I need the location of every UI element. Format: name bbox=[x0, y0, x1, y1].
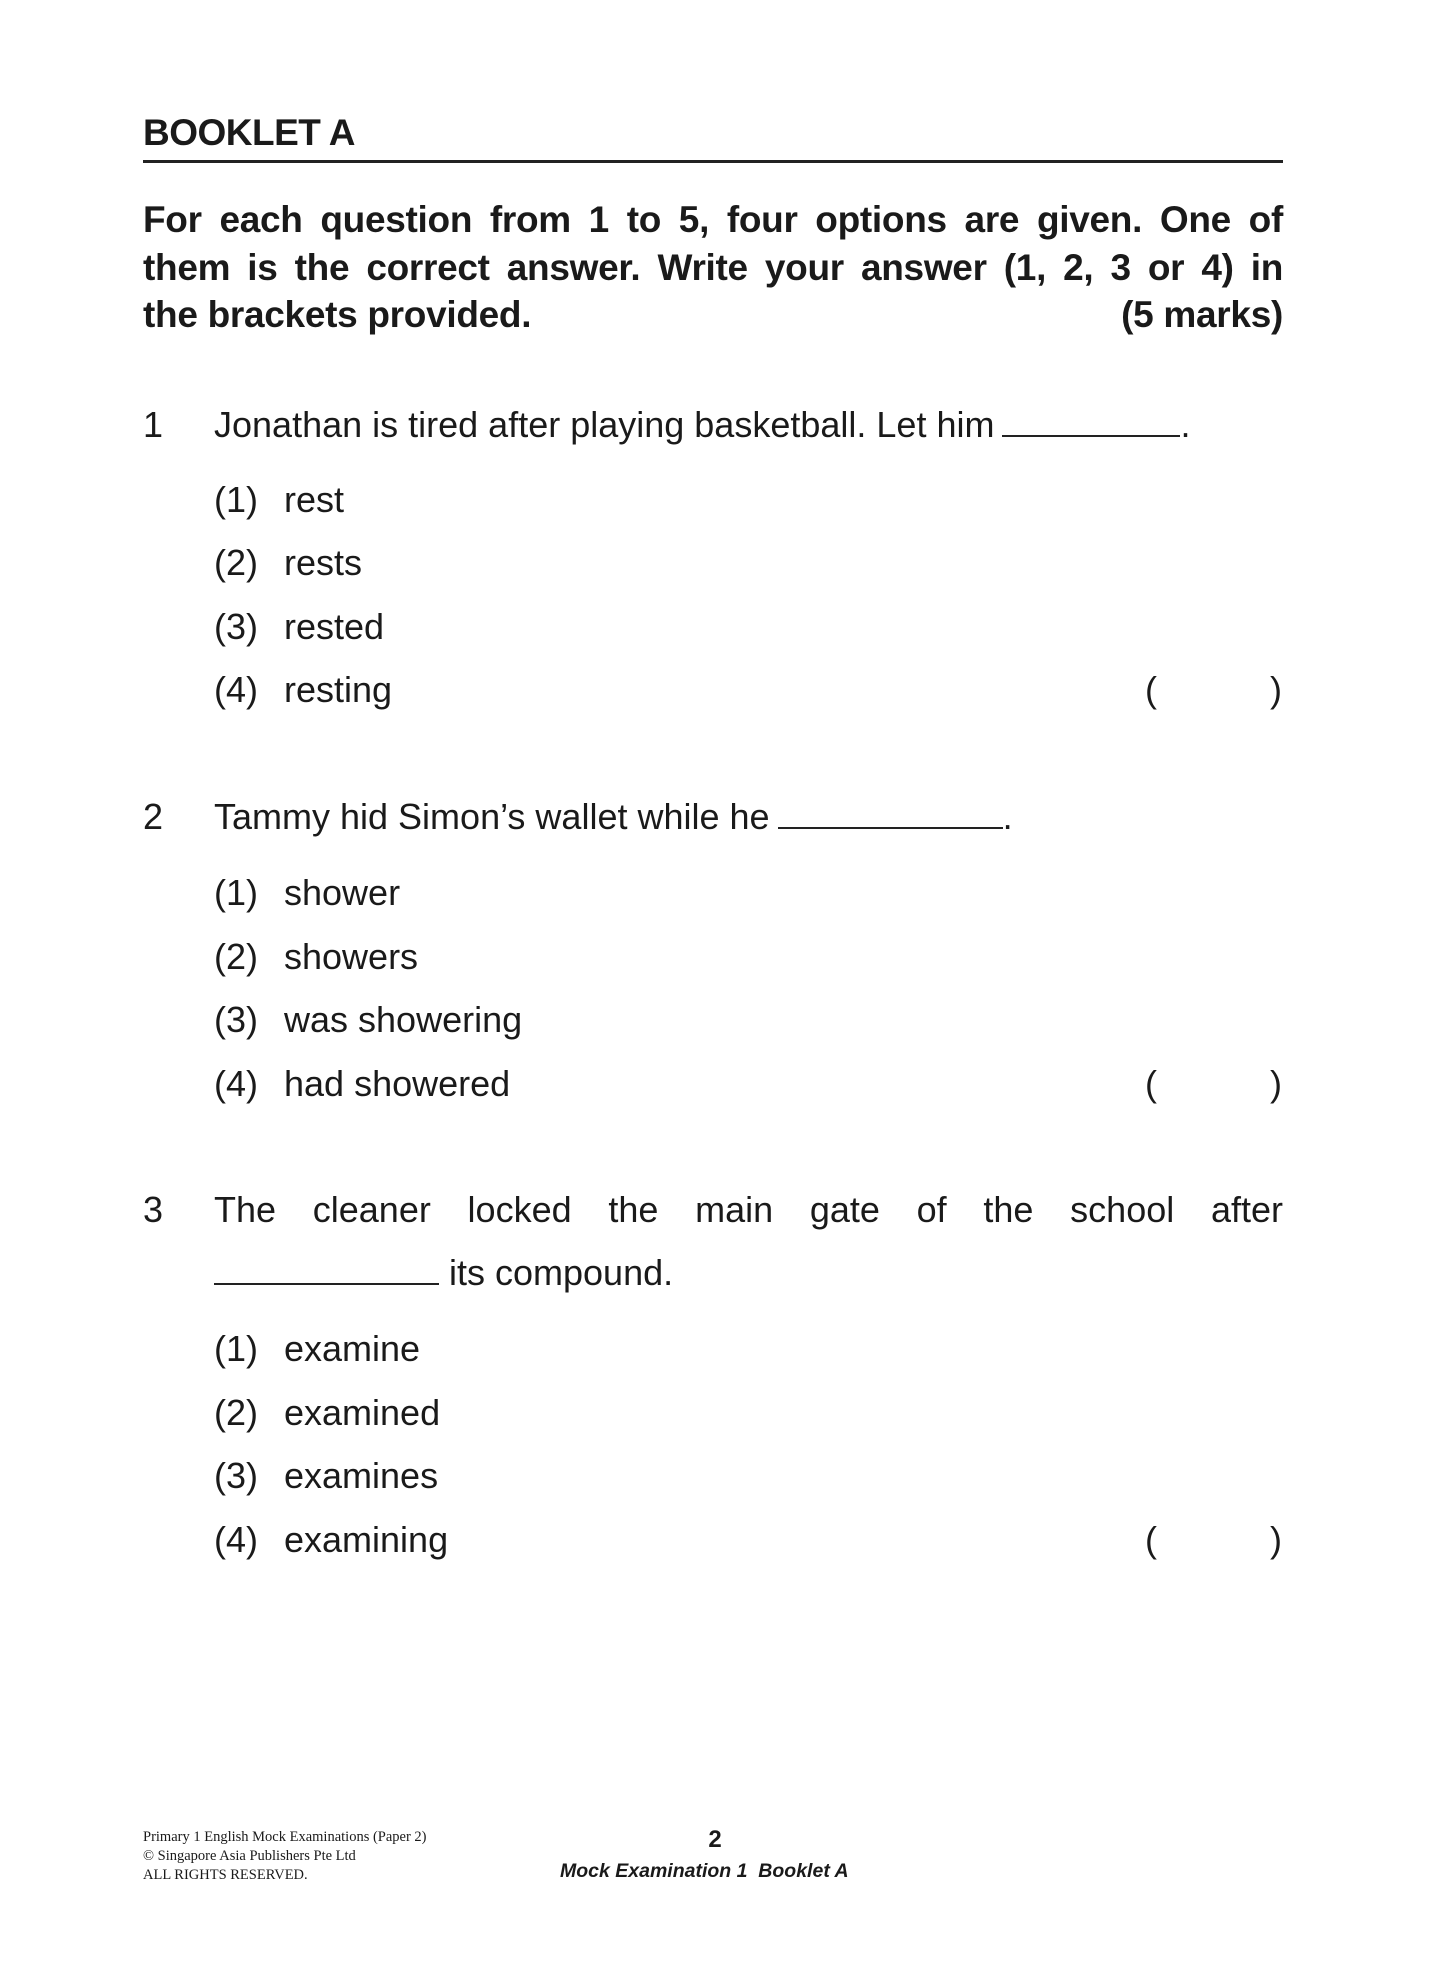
question-number: 2 bbox=[143, 796, 164, 837]
answer-bracket-open: ( bbox=[1145, 1063, 1157, 1104]
option-number: (1) bbox=[214, 1328, 258, 1369]
option-number: (4) bbox=[214, 1519, 258, 1560]
answer-bracket-close: ) bbox=[1270, 669, 1282, 710]
question-end: . bbox=[1002, 796, 1013, 837]
option-number: (3) bbox=[214, 606, 258, 647]
option-4 bbox=[214, 1063, 510, 1105]
option-1 bbox=[214, 479, 344, 521]
answer-bracket-open: ( bbox=[1145, 1519, 1157, 1560]
option-text: rests bbox=[284, 542, 363, 583]
page-number: 2 bbox=[708, 1826, 722, 1853]
option-text: examines bbox=[284, 1455, 439, 1496]
option-number: (4) bbox=[214, 1063, 258, 1104]
question-text bbox=[214, 404, 1190, 446]
option-4 bbox=[214, 1519, 448, 1561]
question-number: 1 bbox=[143, 404, 164, 445]
option-text: shower bbox=[284, 872, 401, 913]
option-text: examining bbox=[284, 1519, 449, 1560]
option-1 bbox=[214, 1328, 420, 1370]
answer-blank bbox=[1002, 434, 1180, 437]
option-2 bbox=[214, 936, 418, 978]
footer-copyright: © Singapore Asia Publishers Pte Ltd bbox=[143, 1848, 356, 1864]
option-text: was showering bbox=[284, 999, 523, 1040]
option-text: showers bbox=[284, 936, 419, 977]
option-text: had showered bbox=[284, 1063, 511, 1104]
option-1 bbox=[214, 872, 400, 914]
question-stem: The cleaner locked the main gate of the school after bbox=[214, 1189, 1283, 1230]
option-text: examined bbox=[284, 1392, 441, 1433]
answer-bracket-open: ( bbox=[1145, 669, 1157, 710]
question-end: . bbox=[1180, 404, 1191, 445]
question-end: its compound. bbox=[449, 1252, 674, 1293]
option-number: (1) bbox=[214, 872, 258, 913]
option-3 bbox=[214, 606, 384, 648]
answer-blank bbox=[778, 826, 1003, 829]
question-stem: Jonathan is tired after playing basketball. Let him bbox=[214, 404, 995, 445]
option-number: (2) bbox=[214, 936, 258, 977]
option-text: rest bbox=[284, 479, 345, 520]
booklet-title: BOOKLET A bbox=[143, 112, 356, 153]
option-text: rested bbox=[284, 606, 385, 647]
marks-label: (5 marks) bbox=[1121, 294, 1283, 335]
footer-rights: ALL RIGHTS RESERVED. bbox=[143, 1867, 308, 1883]
option-number: (2) bbox=[214, 542, 258, 583]
answer-bracket-close: ) bbox=[1270, 1519, 1282, 1560]
instructions-text: For each question from 1 to 5, four options are given. One of them is the correct answer. Write your answer (1, 2, 3 or 4) in bbox=[143, 199, 1283, 288]
instructions bbox=[143, 196, 1283, 339]
option-text: examine bbox=[284, 1328, 421, 1369]
answer-bracket-close: ) bbox=[1270, 1063, 1282, 1104]
option-number: (2) bbox=[214, 1392, 258, 1433]
option-2 bbox=[214, 1392, 440, 1434]
footer-section: Mock Examination 1 Booklet A bbox=[560, 1860, 849, 1882]
option-number: (4) bbox=[214, 669, 258, 710]
instructions-last-line bbox=[143, 291, 1283, 339]
question-number: 3 bbox=[143, 1189, 164, 1230]
option-2 bbox=[214, 542, 362, 584]
question-stem: Tammy hid Simon’s wallet while he bbox=[214, 796, 770, 837]
option-text: resting bbox=[284, 669, 393, 710]
option-3 bbox=[214, 999, 522, 1041]
option-4 bbox=[214, 669, 392, 711]
option-number: (3) bbox=[214, 999, 258, 1040]
option-number: (1) bbox=[214, 479, 258, 520]
option-3 bbox=[214, 1455, 438, 1497]
option-number: (3) bbox=[214, 1455, 258, 1496]
instructions-tail: the brackets provided. bbox=[143, 294, 532, 335]
answer-blank bbox=[214, 1282, 439, 1285]
footer-book-title: Primary 1 English Mock Examinations (Paper 2) bbox=[143, 1829, 427, 1845]
question-text bbox=[214, 796, 1013, 838]
title-divider bbox=[143, 160, 1283, 163]
question-text-line2 bbox=[214, 1252, 673, 1294]
